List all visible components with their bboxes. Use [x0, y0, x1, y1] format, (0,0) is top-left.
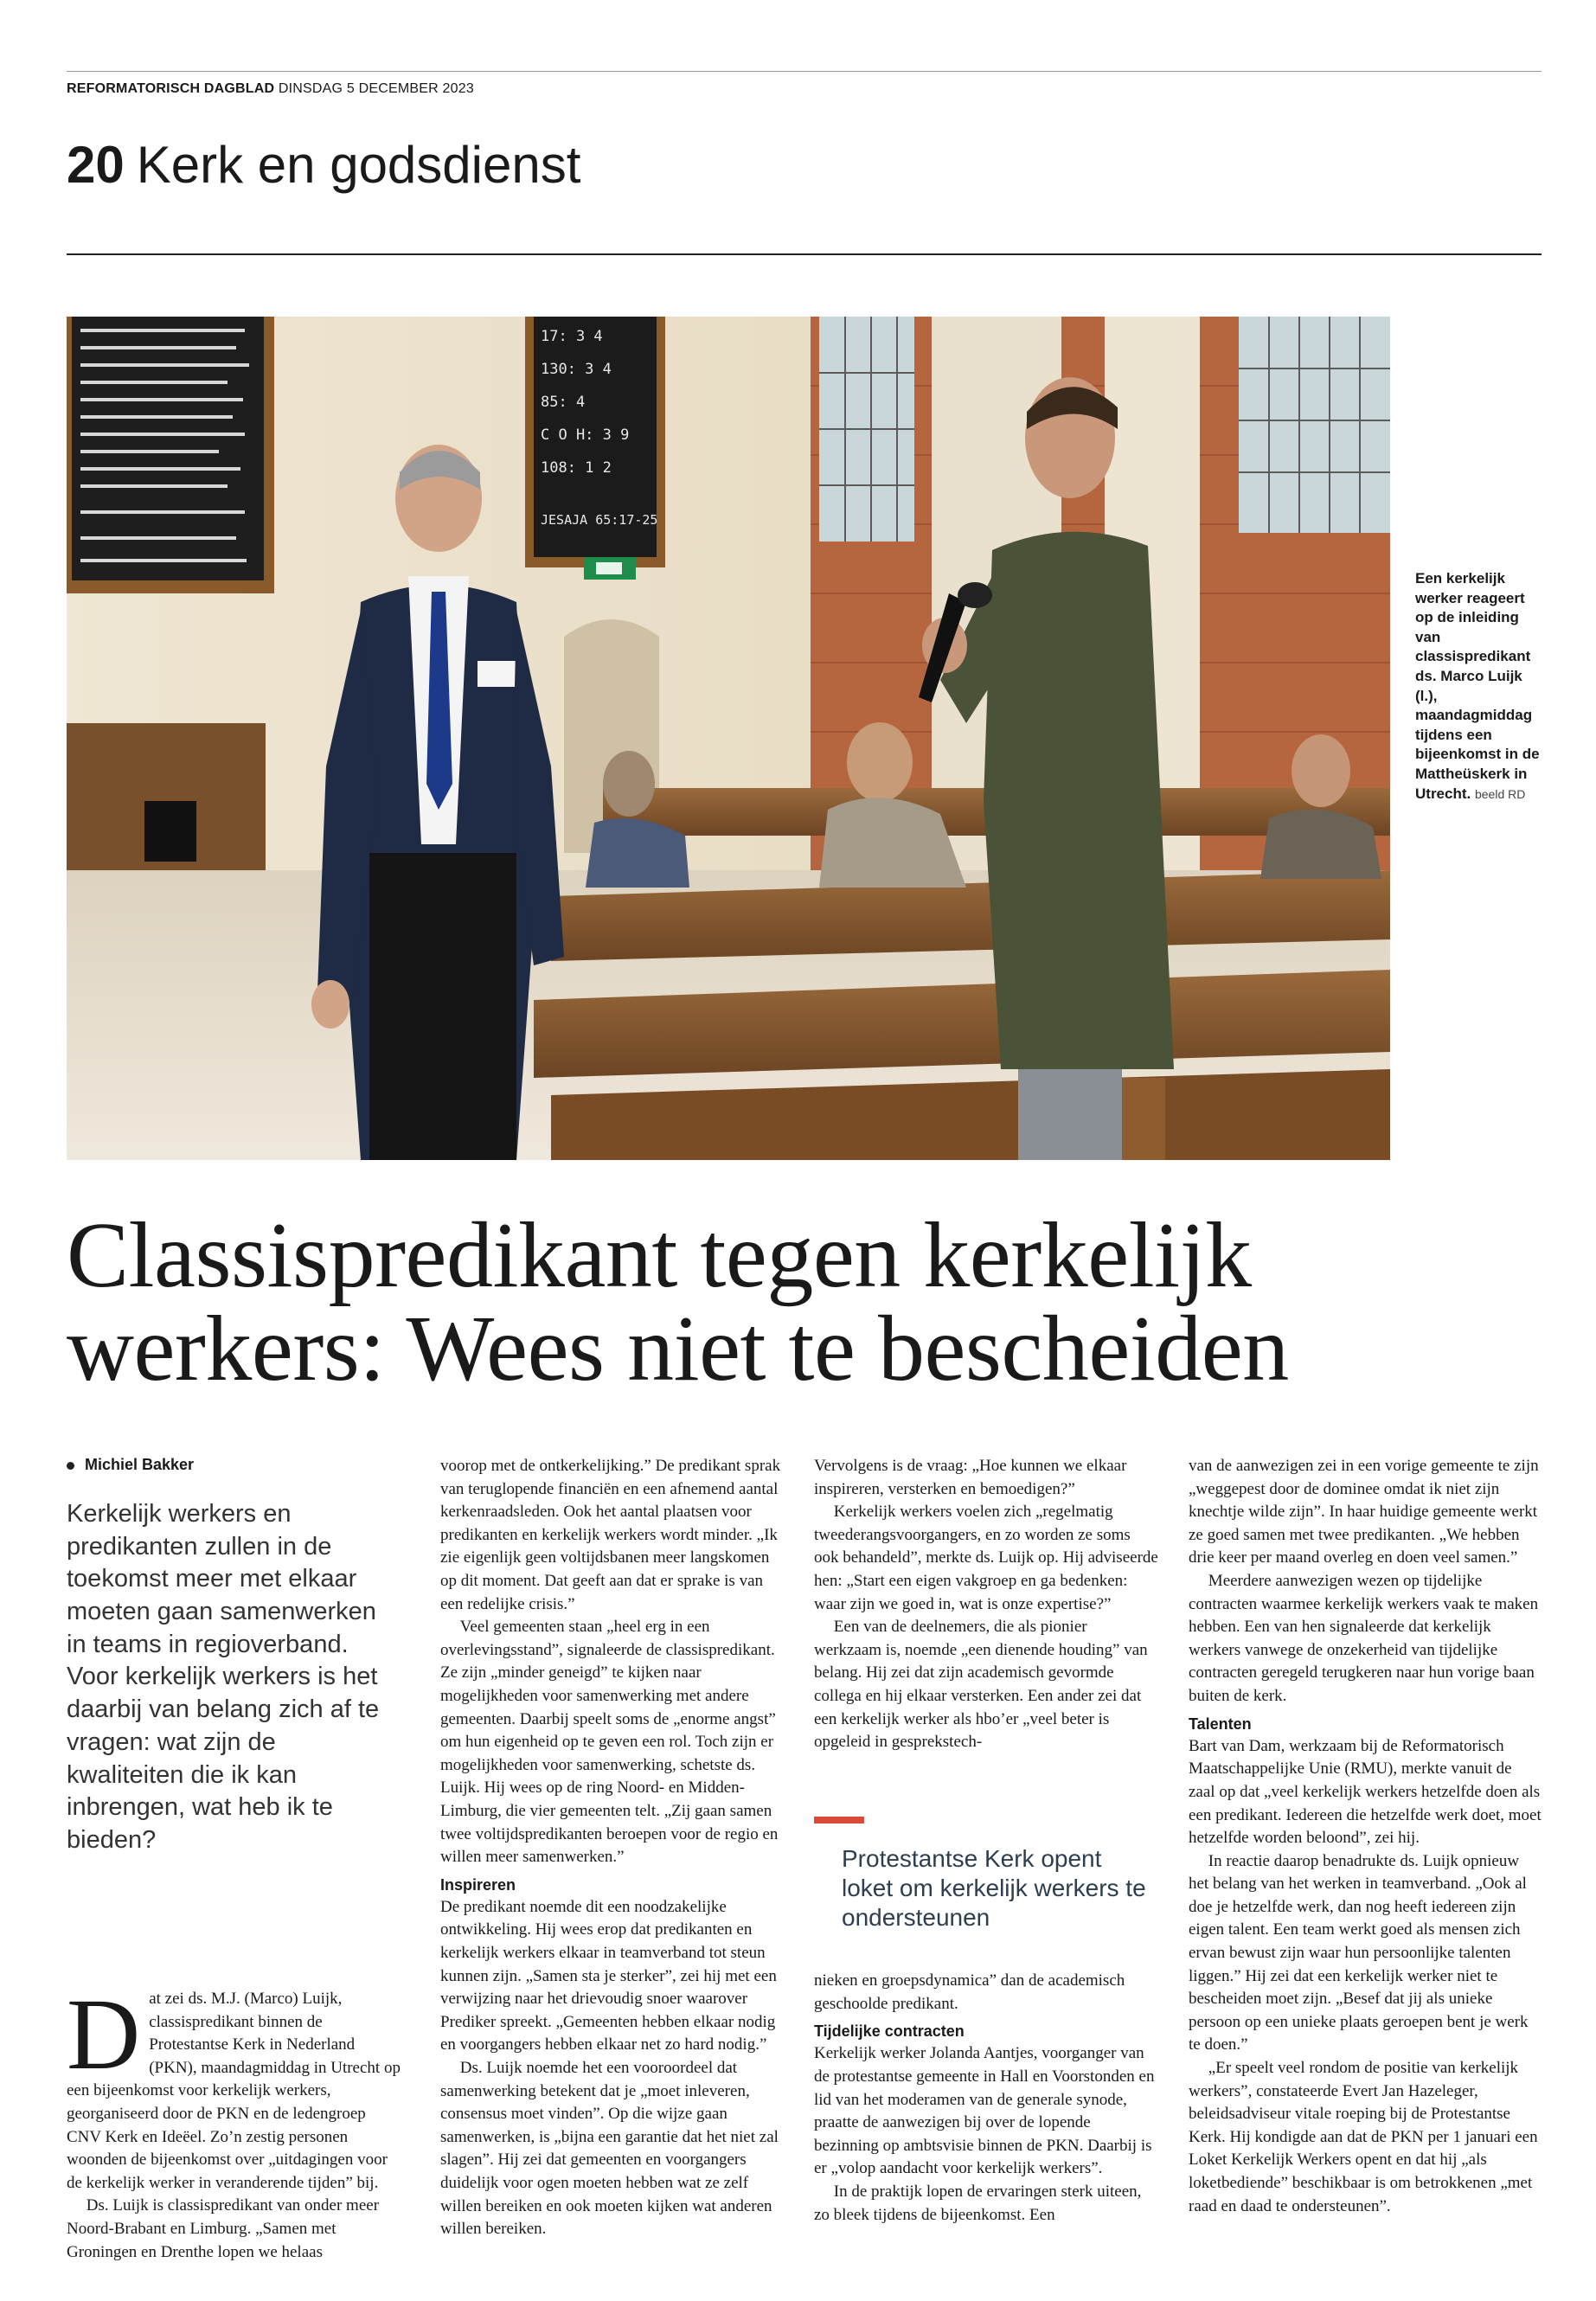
hymn-board-line: C O H: 3 9 [541, 426, 630, 444]
body-paragraph: In de praktijk lopen de ervaringen sterk uiteen, zo bleek tijdens de bijeenkomst. Een [814, 2182, 1142, 2224]
issue-date: DINSDAG 5 DECEMBER 2023 [278, 81, 474, 96]
pull-quote-accent-bar [814, 1817, 864, 1823]
body-paragraph: Veel gemeenten staan „heel erg in een overlevingsstand”, signaleerde de classispredikant. Ze zijn „minder geneigd” te kijken naar mogelijkheden voor samenwerking met andere gemeenten. Daarbij speelt soms de „enorme angst” om hun eigenheid op te geven een rol. Toch zijn er mogelijkheden voor samenwerking, schetste ds. Luijk. Hij wees op de ring Noord- en Midden-Limburg, die vier gemeenten telt. „Zij gaan samen twee voltijdspredikanten beroepen voor de regio en willen meer samenwerken.” [440, 1618, 779, 1867]
body-paragraph: voorop met de ontkerkelijking.” De predikant sprak van teruglopende financiën en een afnemend aantal kerkenraadsleden. Ook het aantal plaatsen voor predikanten en kerkelijk werkers wordt minder. „Ik zie eigenlijk geen voltijdsbanen meer langskomen op dit moment. Dat geeft aan dat er sprake is van een redelijke crisis.” [440, 1457, 781, 1613]
body-paragraph: Bart van Dam, werkzaam bij de Reformatorisch Maatschappelijke Unie (RMU), merkte vanuit de zaal op dat „veel kerkelijk werkers hetzelfde doen als een predikant. Iedereen die hetzelfde werk doet, moet hetzelfde worden beloond”, zei hij. [1189, 1736, 1542, 1848]
pull-quote [814, 1817, 1158, 1932]
body-paragraph: Kerkelijk werkers voelen zich „regelmatig tweederangsvoorgangers, en zo worden ze soms ook behandeld”, merkte ds. Luijk op. Hij adviseerde hen: „Start een eigen vakgroep en ga bedenken: waar zijn we goed in, wat is onze expertise?” [814, 1503, 1158, 1613]
body-paragraph: In reactie daarop benadrukte ds. Luijk opnieuw het belang van het werken in teamverband. „Ook al doe je hetzelfde werk, dan nog heeft iedereen zijn eigen talent. Een team werkt goed als mensen zich ervan bewust zijn waar hun persoonlijke talenten liggen.” Hij zei dat een kerkelijk werker niet te bescheiden moet zijn. „Besef dat jij als unieke persoon op een unieke plaats geroepen bent je werk te doen.” [1189, 1851, 1529, 2054]
body-paragraph: Ds. Luijk noemde het een vooroordeel dat samenwerking betekent dat je „moet inleveren, consensus moet vinden”. Op die wijze gaan samenwerken, is „bijna een garantie dat het niet zal slagen”. Hij zei dat gemeenten en voorgangers duidelijk voor ogen moeten hebben wat ze zelf willen bereiken en ook moeten kijken wat anderen willen bereiken. [440, 2059, 779, 2239]
byline-bullet-icon [67, 1462, 74, 1470]
article-photo [67, 317, 1390, 1160]
subheading: Tijdelijke contracten [814, 2022, 965, 2041]
hymn-board-line: 17: 3 4 [541, 328, 603, 345]
section-header [67, 137, 580, 194]
body-paragraph: Een van de deelnemers, die als pionier werkzaam is, noemde „een dienende houding” van belang. Hij zei dat zijn academisch gevormde collega en hij elkaar versterken. Een ander zei dat een kerkelijk werker als hbo’er „veel beter is opgeleid in gesprekstech- [814, 1618, 1148, 1752]
caption-credit: beeld RD [1474, 786, 1526, 801]
body-paragraph: De predikant noemde dit een noodzakelijke ontwikkeling. Hij wees erop dat predikanten en kerkelijk werkers elkaar in teamverband tot steun kunnen zijn. „Samen sta je sterker”, zei hij met een verwijzing naar het drievoudig snoer waarover Prediker spreekt. „Gemeenten hebben elkaar nodig en voorgangers hebben elkaar net zo hard nodig.” [440, 1897, 777, 2054]
body-paragraph: Vervolgens is de vraag: „Hoe kunnen we elkaar inspireren, versterken en bemoedigen?” [814, 1457, 1127, 1498]
body-paragraph: Kerkelijk werker Jolanda Aantjes, voorganger van de protestantse gemeente in Hall en Voorstonden en lid van het moderamen van de generale synode, praatte de aanwezigen bij over de lopende bezinning op ambtsvisie binnen de PKN. Daarbij is er „volop aandacht voor kerkelijk werkers”. [814, 2044, 1155, 2178]
photo-caption [1415, 569, 1542, 804]
hymn-board-line: 130: 3 4 [541, 361, 612, 378]
section-rule [67, 253, 1542, 255]
body-paragraph: van de aanwezigen zei in een vorige gemeente te zijn „weggepest door de dominee omdat ik niet zijn knechtje wilde zijn”. In haar huidige gemeente werkt ze goed samen met twee predikanten. „We hebben drie keer per maand overleg en doen veel samen.” [1189, 1457, 1539, 1567]
headline-line-2: werkers: Wees niet te bescheiden [67, 1298, 1289, 1400]
body-column-4 [1189, 1455, 1542, 2218]
hymn-board-line: 85: 4 [541, 394, 586, 411]
body-paragraph: Meerdere aanwezigen wezen op tijdelijke contracten waarmee kerkelijk werkers vaak te maken hebben. Een van hen signaleerde dat kerkelijk werkers vanwege de onzekerheid van tijdelijke contracten geregeld terugkeren naar hun vorige baan buiten de kerk. [1189, 1571, 1539, 1705]
body-column-2 [440, 1455, 785, 2241]
pull-quote-text: Protestantse Kerk opent loket om kerkelijk werkers te ondersteunen [842, 1845, 1146, 1932]
body-paragraph: nieken en groepsdynamica” dan de academisch geschoolde predikant. [814, 1971, 1125, 2013]
body-paragraph: „Er speelt veel rondom de positie van kerkelijk werkers”, constateerde Evert Jan Hazeleger, beleidsadviseur vitale roeping bij de Protestantse Kerk. Hij kondigde aan dat de PKN per 1 januari een Loket Kerkelijk Werkers opent en dat hij „als loketbediende” beschikbaar is om betrokkenen „met raad en daad te ondersteunen”. [1189, 2059, 1538, 2215]
body-paragraph: at zei ds. M.J. (Marco) Luijk, classispredikant binnen de Protestantse Kerk in Nederland (PKN), maandagmiddag in Utrecht op een bijeenkomst voor kerkelijk werkers, georganiseerd door de PKN en de ledengroep CNV Kerk en Ideëel. Zo’n zestig personen woonden de bijeenkomst over „uitdagingen voor de kerkelijk werker in veranderende tijden” bij. [67, 1990, 401, 2192]
headline [67, 1204, 1542, 1400]
subheading: Talenten [1189, 1715, 1252, 1733]
byline [67, 1456, 194, 1474]
hymn-board-line: 108: 1 2 [541, 459, 612, 477]
top-rule [67, 71, 1542, 72]
body-column-1 [67, 1977, 404, 2264]
masthead [67, 81, 474, 97]
hymn-board-line: JESAJA 65:17-25 [541, 512, 658, 528]
body-column-3-bottom [814, 1970, 1158, 2227]
headline-line-1: Classispredikant tegen kerkelijk [67, 1204, 1252, 1307]
dropcap: D [67, 1977, 141, 2091]
subheading: Inspireren [440, 1875, 516, 1894]
intro-paragraph: Kerkelijk werkers en predikanten zullen in de toekomst meer met elkaar moeten gaan samenwerken in teams in regioverband. Voor kerkelijk werkers is het daarbij van belang zich af te vragen: wat zijn de kwaliteiten die ik kan inbrengen, wat heb ik te bieden? [67, 1500, 380, 1854]
caption-text: Een kerkelijk werker reageert op de inleiding van classispredikant ds. Marco Luijk (l.), maandagmiddag tijdens een bijeenkomst in de Mattheüskerk in Utrecht. [1415, 570, 1540, 802]
body-paragraph: Ds. Luijk is classispredikant van onder meer Noord-Brabant en Limburg. „Samen met Groningen en Drenthe lopen we helaas [67, 2196, 380, 2261]
author-name: Michiel Bakker [85, 1456, 195, 1473]
paper-name: REFORMATORISCH DAGBLAD [67, 81, 275, 96]
body-column-3-top [814, 1455, 1158, 1754]
section-title: Kerk en godsdienst [136, 136, 581, 194]
page-number: 20 [67, 136, 125, 194]
